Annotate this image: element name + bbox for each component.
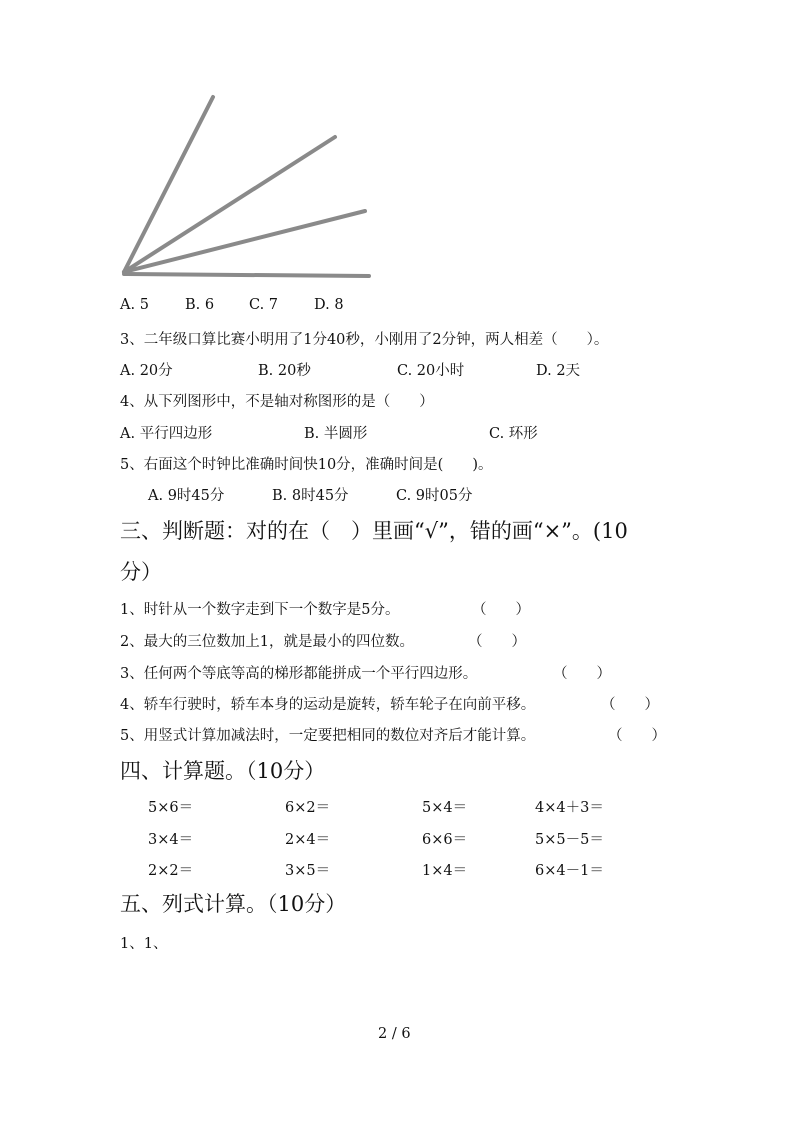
q4-option-c: C. 环形: [489, 426, 538, 442]
calc-r1-c1: 5×6＝: [148, 800, 194, 816]
q4-stem: 4、从下列图形中，不是轴对称图形的是（ ）: [120, 394, 434, 410]
calc-r2-c1: 3×4＝: [148, 832, 194, 848]
q4-option-a: A. 平行四边形: [120, 426, 213, 442]
q3-option-c: C. 20小时: [397, 363, 465, 379]
ray-3: [124, 211, 365, 272]
judge-item-1: 1、时针从一个数字走到下一个数字是5分。: [120, 602, 400, 618]
q2-option-c: C. 7: [249, 297, 279, 313]
q2-option-d: D. 8: [314, 297, 344, 313]
calc-r2-c2: 2×4＝: [285, 832, 331, 848]
calc-r2-c4: 5×5－5＝: [535, 832, 604, 848]
judge-item-4: 4、轿车行驶时，轿车本身的运动是旋转，轿车轮子在向前平移。: [120, 697, 536, 713]
section4-heading: 四、计算题。（10分）: [120, 759, 326, 783]
ray-4: [124, 274, 369, 276]
judge-item-1-answer-paren: （ ）: [472, 602, 530, 618]
section3-heading: 三、判断题：对的在（ ）里画“√”，错的画“×”。(10: [120, 519, 628, 543]
q3-stem: 3、二年级口算比赛小明用了1分40秒，小刚用了2分钟，两人相差（ ）。: [120, 332, 609, 348]
judge-item-2-answer-paren: （ ）: [468, 634, 526, 650]
q3-option-b: B. 20秒: [258, 363, 311, 379]
page-number: 2 / 6: [378, 1026, 411, 1042]
calc-r3-c1: 2×2＝: [148, 863, 194, 879]
q5-option-b: B. 8时45分: [272, 488, 349, 504]
q5-option-c: C. 9时05分: [396, 488, 473, 504]
judge-item-3-answer-paren: （ ）: [553, 666, 611, 682]
q5-option-a: A. 9时45分: [148, 488, 225, 504]
q2-option-a: A. 5: [120, 297, 149, 313]
judge-item-3: 3、任何两个等底等高的梯形都能拼成一个平行四边形。: [120, 666, 478, 682]
q3-option-a: A. 20分: [120, 363, 173, 379]
calc-r3-c2: 3×5＝: [285, 863, 331, 879]
calc-r3-c4: 6×4－1＝: [535, 863, 604, 879]
angle-rays-figure: [110, 88, 380, 288]
q5-stem: 5、右面这个时钟比准确时间快10分，准确时间是( )。: [120, 457, 493, 473]
judge-item-5: 5、用竖式计算加减法时，一定要把相同的数位对齐后才能计算。: [120, 728, 536, 744]
section3-heading-cont: 分）: [120, 560, 162, 584]
section5-item-1: 1、1、: [120, 936, 168, 952]
calc-r1-c4: 4×4＋3＝: [535, 800, 604, 816]
calc-r1-c3: 5×4＝: [422, 800, 468, 816]
calc-r3-c3: 1×4＝: [422, 863, 468, 879]
calc-r1-c2: 6×2＝: [285, 800, 331, 816]
q4-option-b: B. 半圆形: [304, 426, 368, 442]
calc-r2-c3: 6×6＝: [422, 832, 468, 848]
judge-item-5-answer-paren: （ ）: [608, 728, 666, 744]
judge-item-4-answer-paren: （ ）: [601, 697, 659, 713]
section5-heading: 五、列式计算。（10分）: [120, 892, 347, 916]
q3-option-d: D. 2天: [536, 363, 581, 379]
ray-2: [124, 137, 335, 272]
q2-option-b: B. 6: [185, 297, 215, 313]
judge-item-2: 2、最大的三位数加上1，就是最小的四位数。: [120, 634, 414, 650]
